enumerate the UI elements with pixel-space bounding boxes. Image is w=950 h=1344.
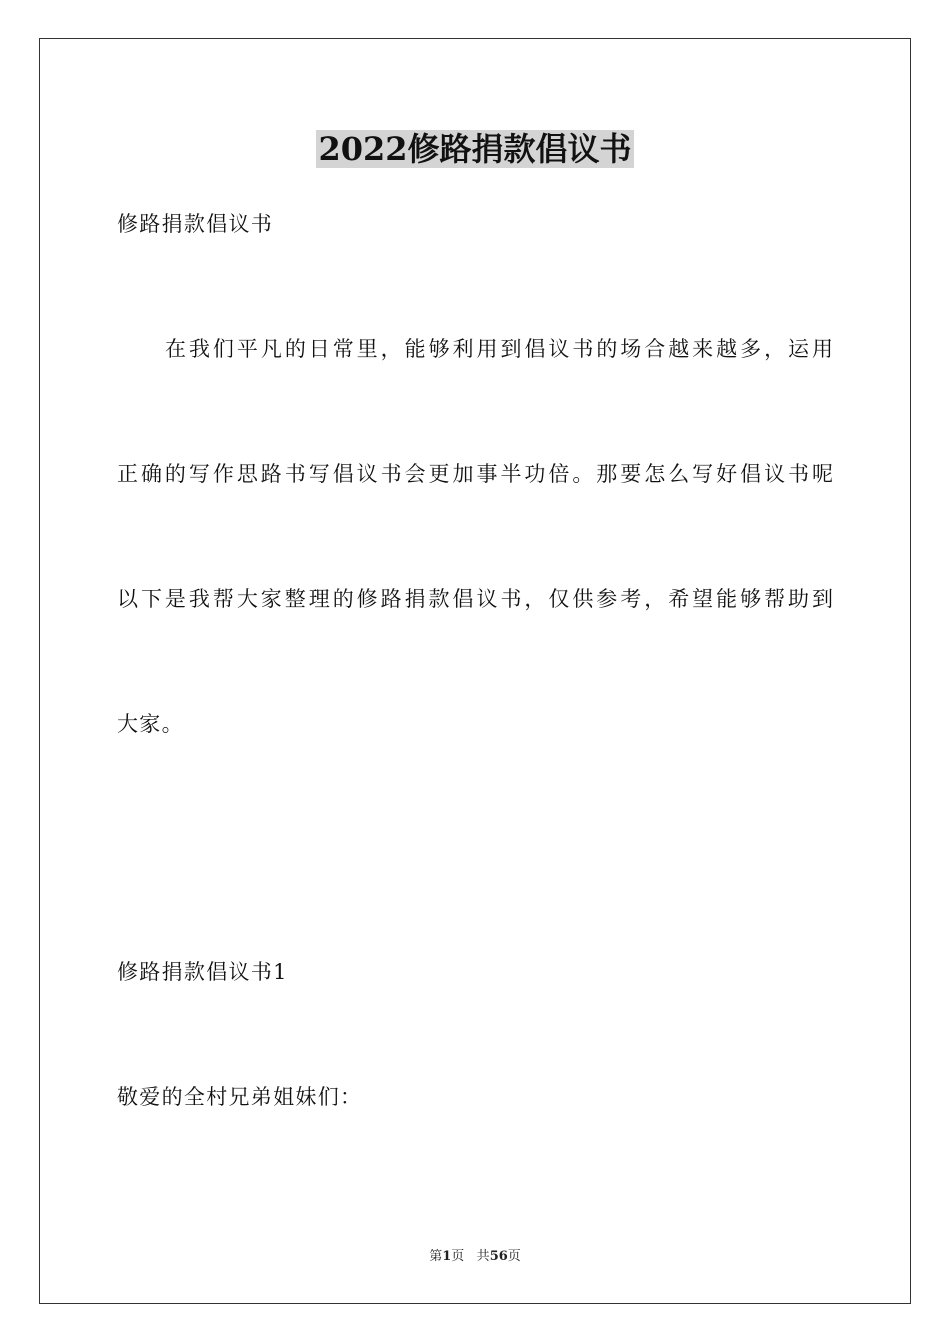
footer-total-suffix: 页	[507, 1249, 521, 1264]
section-heading: 修路捐款倡议书1	[117, 960, 288, 984]
footer-page-suffix: 页	[451, 1249, 465, 1264]
footer-page-number: 1	[442, 1249, 452, 1264]
footer-total-pages: 56	[489, 1249, 508, 1264]
document-title	[0, 126, 950, 172]
footer-page-prefix: 第	[429, 1249, 443, 1264]
intro-paragraph-line-2: 正确的写作思路书写倡议书会更加事半功倍。那要怎么写好倡议书呢	[117, 462, 833, 486]
footer-total-prefix: 共	[476, 1249, 490, 1264]
salutation: 敬爱的全村兄弟姐妹们：	[117, 1085, 363, 1109]
page-footer	[0, 1248, 950, 1266]
intro-paragraph-line-3: 以下是我帮大家整理的修路捐款倡议书，仅供参考，希望能够帮助到	[117, 587, 833, 611]
document-subtitle: 修路捐款倡议书	[117, 212, 274, 236]
intro-paragraph-line-1: 在我们平凡的日常里，能够利用到倡议书的场合越来越多，运用	[165, 337, 833, 361]
document-title-text: 2022修路捐款倡议书	[318, 130, 632, 168]
intro-paragraph-line-4: 大家。	[117, 712, 184, 736]
